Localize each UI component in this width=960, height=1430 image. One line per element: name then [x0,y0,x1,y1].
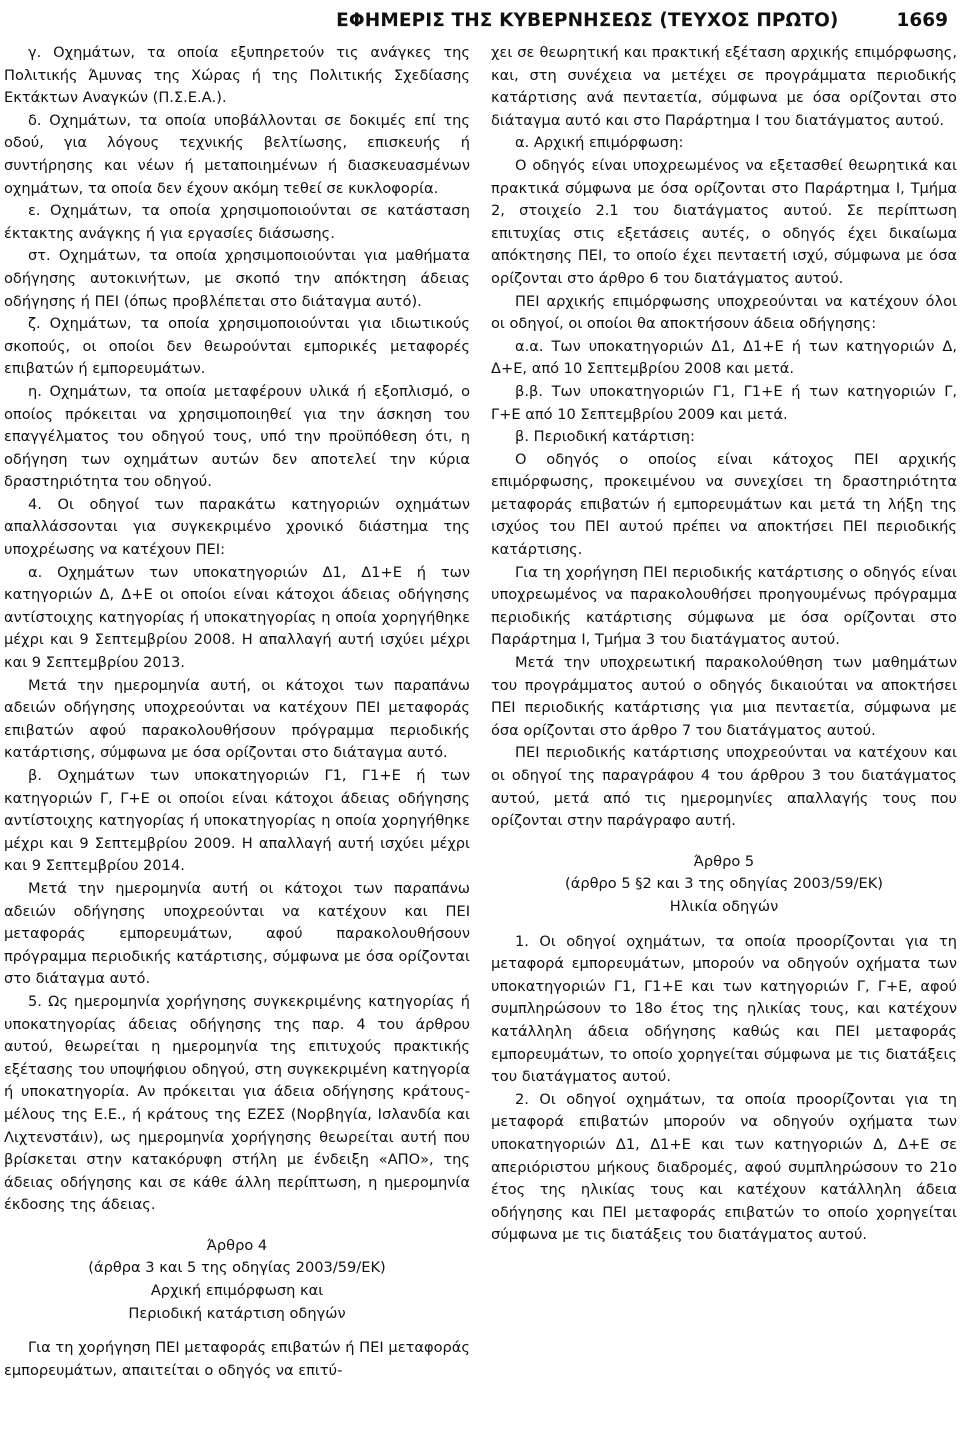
paragraph: ε. Οχημάτων, τα οποία χρησιμοποιούνται σε κατάσταση έκτακτης ανάγκης ή για εργασίες διάσωσης. [4,202,470,242]
paragraph: α.α. Των υποκατηγοριών Δ1, Δ1+Ε ή των κατηγοριών Δ, Δ+Ε, από 10 Σεπτεμβρίου 2008 και μετά. [491,337,957,378]
paragraph: στ. Οχημάτων, τα οποία χρησιμοποιούνται για μαθήματα οδήγησης αυτοκινήτων, με σκοπό την απόκτηση άδειας οδήγησης ή ΠΕΙ (όπως προβλέπεται στο διάταγμα αυτό). [4,247,470,310]
right-column [491,42,957,1247]
article-4-heading-line2: Περιοδική κατάρτιση οδηγών [128,1304,346,1322]
paragraph: α. Αρχική επιμόρφωση: [515,134,684,152]
paragraph: ΠΕΙ αρχικής επιμόρφωσης υποχρεούνται να κατέχουν όλοι οι οδηγοί, οι οποίοι θα αποκτήσουν άδεια οδήγησης: [491,292,957,333]
paragraph: Μετά την ημερομηνία αυτή οι κάτοχοι των παραπάνω αδειών οδήγησης υποχρεούνται να κατέχουν και ΠΕΙ μεταφοράς εμπορευμάτων, αφού παρακολουθήσουν πρόγραμμα περιοδικής κατάρτισης, σύμφωνα με όσα ορίζονται στο διάταγμα αυτό. [4,879,470,988]
paragraph: Ο οδηγός ο οποίος είναι κάτοχος ΠΕΙ αρχικής επιμόρφωσης, προκειμένου να συνεχίσει τη δραστηριότητα μεταφοράς επιβατών ή εμπορευμάτων και μετά τη λήξη της ισχύος του ΠΕΙ αυτού πρέπει να αποκτήσει ΠΕΙ περιοδικής κατάρτισης. [491,450,957,559]
paragraph: Για τη χορήγηση ΠΕΙ μεταφοράς επιβατών ή ΠΕΙ μεταφοράς εμπορευμάτων, απαιτείται ο οδηγός να επιτύ- [4,1339,470,1379]
paragraph: η. Οχημάτων, τα οποία μεταφέρουν υλικά ή εξοπλισμό, ο οποίος πρόκειται να χρησιμοποιηθεί για την άσκηση του επαγγέλματος του οδηγού τους, υπό την προϋπόθεση ότι, η οδήγηση των οχημάτων αυτών δεν αποτελεί την κύρια δραστηριότητα του οδηγού. [4,382,470,491]
spacer [491,919,957,931]
paragraph: β. Οχημάτων των υποκατηγοριών Γ1, Γ1+Ε ή των κατηγοριών Γ, Γ+Ε οι οποίοι είναι κάτοχοι άδειας οδήγησης αντίστοιχης κατηγορίας ή υποκατηγορίας η οποία χορηγήθηκε μέχρι και 9 Σεπτεμβρίου 2009. Η απαλλαγή αυτή ισχύει μέχρι και 9 Σεπτεμβρίου 2014. [4,767,470,875]
page-header [0,4,948,36]
article-4-title: Άρθρο 4 [206,1236,268,1254]
paragraph: β.β. Των υποκατηγοριών Γ1, Γ1+Ε ή των κατηγοριών Γ, Γ+Ε από 10 Σεπτεμβρίου 2009 και μετά. [491,382,957,423]
paragraph: χει σε θεωρητική και πρακτική εξέταση αρχικής επιμόρφωσης, και, στη συνέχεια να μετέχει σε προγράμματα περιοδικής κατάρτισης ανά πενταετία, σύμφωνα με όσα ορίζονται στο διάταγμα αυτό και στο Παράρτημα Ι του διατάγματος αυτού. [491,44,957,129]
paragraph: Μετά την υποχρεωτική παρακολούθηση των μαθημάτων του προγράμματος αυτού ο οδηγός δικαιούται να αποκτήσει ΠΕΙ περιοδικής κατάρτισης για μια πενταετία, σύμφωνα με όσα ορίζονται στο άρθρο 7 του διατάγματος αυτού. [491,654,957,739]
article-4-reference: (άρθρα 3 και 5 της οδηγίας 2003/59/ΕΚ) [88,1259,386,1277]
paragraph: Ο οδηγός είναι υποχρεωμένος να εξετασθεί θεωρητικά και πρακτικά σύμφωνα με όσα ορίζονται στο Παράρτημα Ι, Τμήμα 2, στοιχείο 2.1 του διατάγματος αυτού. Σε περίπτωση επιτυχίας στις εξετάσεις αυτές, ο οδηγός έχει δικαίωμα απόκτησης ΠΕΙ, το οποίο έχει πενταετή ισχύ, σύμφωνα με όσα ορίζονται στο άρθρο 6 του διατάγματος αυτού. [491,156,957,287]
article-5-heading: Ηλικία οδηγών [669,897,779,915]
paragraph: Για τη χορήγηση ΠΕΙ περιοδικής κατάρτισης ο οδηγός είναι υποχρεωμένος να παρακολουθήσει προηγουμένως πρόγραμμα περιοδικής κατάρτισης σύμφωνα με όσα ορίζονται στο Παράρτημα Ι, Τμήμα 3 του διατάγματος αυτού. [491,563,957,649]
left-column [4,42,470,1382]
article-5-reference: (άρθρο 5 §2 και 3 της οδηγίας 2003/59/ΕΚ) [565,875,883,893]
paragraph: 1. Οι οδηγοί οχημάτων, τα οποία προορίζονται για τη μεταφορά εμπορευμάτων, μπορούν να οδηγούν οχήματα των υποκατηγοριών Γ1, Γ1+Ε και των κατηγοριών Γ, Γ+Ε, αφού συμπληρώσουν το 18ο έτος της ηλικίας τους, και κατέχουν κατάλληλη άδεια οδήγησης καθώς και ΠΕΙ μεταφοράς εμπορευμάτων, το οποίο χορηγείται σύμφωνα με τις διατάξεις του διατάγματος αυτού. [491,932,957,1086]
article-4-heading-line1: Αρχική επιμόρφωση και [150,1282,324,1300]
paragraph: γ. Οχημάτων, τα οποία εξυπηρετούν τις ανάγκες της Πολιτικής Άμυνας της Χώρας ή της Πολιτικής Σχεδίασης Εκτάκτων Αναγκών (Π.Σ.Ε.Α.). [4,44,470,107]
spacer [4,1325,470,1337]
article-5-title: Άρθρο 5 [693,852,755,870]
paragraph: β. Περιοδική κατάρτιση: [515,428,695,446]
spacer [491,833,957,851]
paragraph: 5. Ως ημερομηνία χορήγησης συγκεκριμένης κατηγορίας ή υποκατηγορίας άδειας οδήγησης της παρ. 4 του άρθρου αυτού, θεωρείται η ημερομηνία της επιτυχούς πρακτικής εξέτασης του υποψήφιου οδηγού, στη συγκεκριμένη κατηγορία ή υποκατηγορία. Αν πρόκειται για άδεια οδήγησης κράτους-μέλους της Ε.Ε., ή κράτους της ΕΖΕΣ (Νορβηγία, Ισλανδία και Λιχτενστάιν), ως ημερομηνία χορήγησης θεωρείται αυτή που βρίσκεται στην κατακόρυφη στήλη με ένδειξη «ΑΠΟ», της άδειας οδήγησης και σε κάθε άλλη περίπτωση, η ημερομηνία έκδοσης της άδειας. [4,992,470,1214]
paragraph: Μετά την ημερομηνία αυτή, οι κάτοχοι των παραπάνω αδειών οδήγησης υποχρεούνται να κατέχουν ΠΕΙ μεταφοράς επιβατών αφού παρακολουθήσουν πρόγραμμα περιοδικής κατάρτισης, σύμφωνα με όσα ορίζονται στο διάταγμα αυτό. [4,676,470,762]
gazette-title: ΕΦΗΜΕΡΙΣ ΤΗΣ ΚΥΒΕΡΝΗΣΕΩΣ (ΤΕΥΧΟΣ ΠΡΩΤΟ) [336,9,839,31]
page-number: 1669 [896,9,948,31]
paragraph: 4. Οι οδηγοί των παρακάτω κατηγοριών οχημάτων απαλλάσσονται για συγκεκριμένο χρονικό διάστημα της υποχρέωσης να κατέχουν ΠΕΙ: [4,495,470,559]
paragraph: ΠΕΙ περιοδικής κατάρτισης υποχρεούνται να κατέχουν και οι οδηγοί της παραγράφου 4 του άρθρου 3 του διατάγματος αυτού, μετά από τις ημερομηνίες απαλλαγής τους που ορίζονται στην παράγραφο αυτή. [491,744,957,830]
paragraph: δ. Οχημάτων, τα οποία υποβάλλονται σε δοκιμές επί της οδού, για λόγους τεχνικής βελτίωσης, επισκευής ή συντήρησης και νέων ή μεταποιημένων ή διασκευασμένων οχημάτων, τα οποία δεν έχουν ακόμη τεθεί σε κυκλοφορία. [4,111,470,197]
paragraph: ζ. Οχημάτων, τα οποία χρησιμοποιούνται για ιδιωτικούς σκοπούς, οι οποίοι δεν θεωρούνται εμπορικές μεταφορές επιβατών ή εμπορευμάτων. [4,315,470,378]
paragraph: 2. Οι οδηγοί οχημάτων, τα οποία προορίζονται για τη μεταφορά επιβατών μπορούν να οδηγούν οχήματα των υποκατηγοριών Δ1, Δ1+Ε και των κατηγοριών Δ, Δ+Ε σε απεριόριστου μήκους διαδρομές, αφού συμπληρώσουν το 21ο έτος της ηλικίας τους και κατέχουν κατάλληλη άδεια οδήγησης και ΠΕΙ μεταφοράς επιβατών το οποίο χορηγείται σύμφωνα με τις διατάξεις του διατάγματος αυτού. [491,1090,957,1244]
spacer [4,1217,470,1235]
paragraph: α. Οχημάτων των υποκατηγοριών Δ1, Δ1+Ε ή των κατηγοριών Δ, Δ+Ε οι οποίοι είναι κάτοχοι άδειας οδήγησης αντίστοιχης κατηγορίας ή υποκατηγορίας η οποία χορηγήθηκε μέχρι και 9 Σεπτεμβρίου 2008. Η απαλλαγή αυτή ισχύει μέχρι και 9 Σεπτεμβρίου 2013. [4,563,470,672]
